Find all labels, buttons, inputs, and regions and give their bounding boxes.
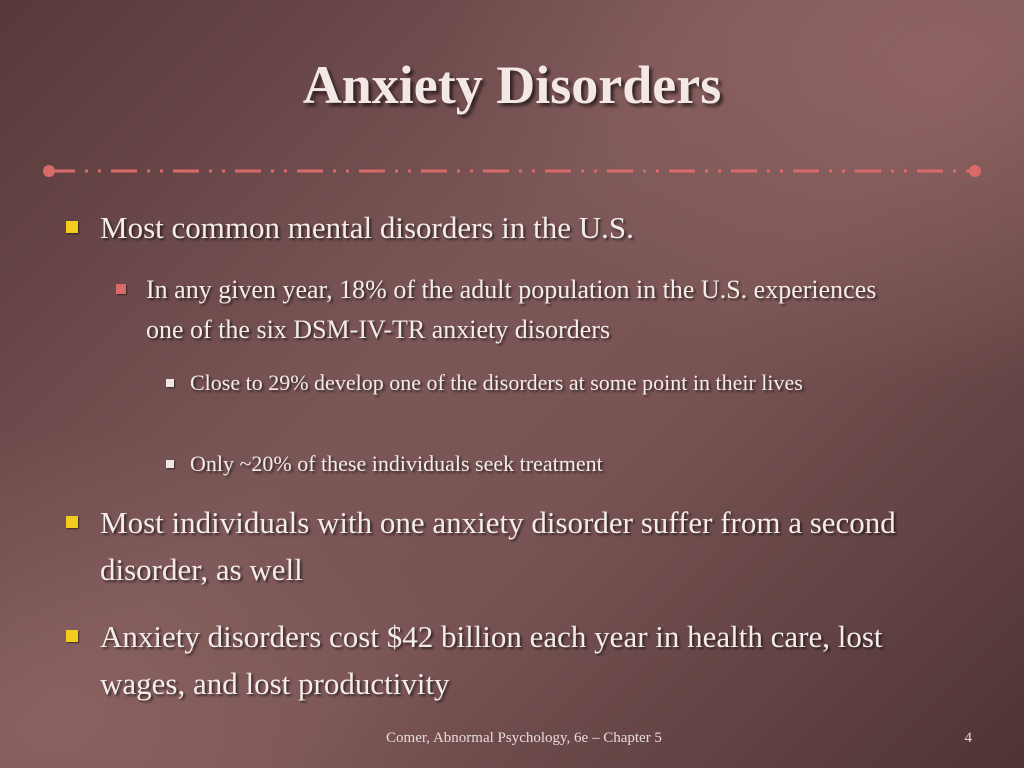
bullet-level-1: [66, 613, 946, 707]
slide-title: Anxiety Disorders: [302, 55, 722, 115]
bullet-text: Most common mental disorders in the U.S.: [100, 210, 634, 245]
square-bullet-icon: [116, 284, 126, 294]
square-bullet-icon: [66, 630, 78, 642]
bullet-text: In any given year, 18% of the adult population in the U.S. experiences one of the six DSM-IV-TR anxiety disorders: [146, 275, 877, 344]
bullet-text: Only ~20% of these individuals seek treatment: [190, 451, 603, 476]
square-bullet-icon: [66, 516, 78, 528]
bullet-level-1: [66, 499, 946, 593]
square-bullet-icon: [66, 221, 78, 233]
bullet-text: Most individuals with one anxiety disorder suffer from a second disorder, as well: [100, 505, 896, 587]
bullet-level-1: [66, 204, 946, 251]
bullet-level-3: [166, 367, 926, 399]
bullet-text: Anxiety disorders cost $42 billion each year in health care, lost wages, and lost productivity: [100, 619, 883, 701]
square-bullet-icon: [166, 379, 174, 387]
slide-footer: Comer, Abnormal Psychology, 6e – Chapter 5: [386, 730, 662, 746]
bullet-level-2: [116, 270, 916, 350]
page-number: 4: [964, 730, 972, 746]
bullet-level-3: [166, 448, 926, 480]
square-bullet-icon: [166, 460, 174, 468]
bullet-text: Close to 29% develop one of the disorders at some point in their lives: [190, 370, 803, 395]
